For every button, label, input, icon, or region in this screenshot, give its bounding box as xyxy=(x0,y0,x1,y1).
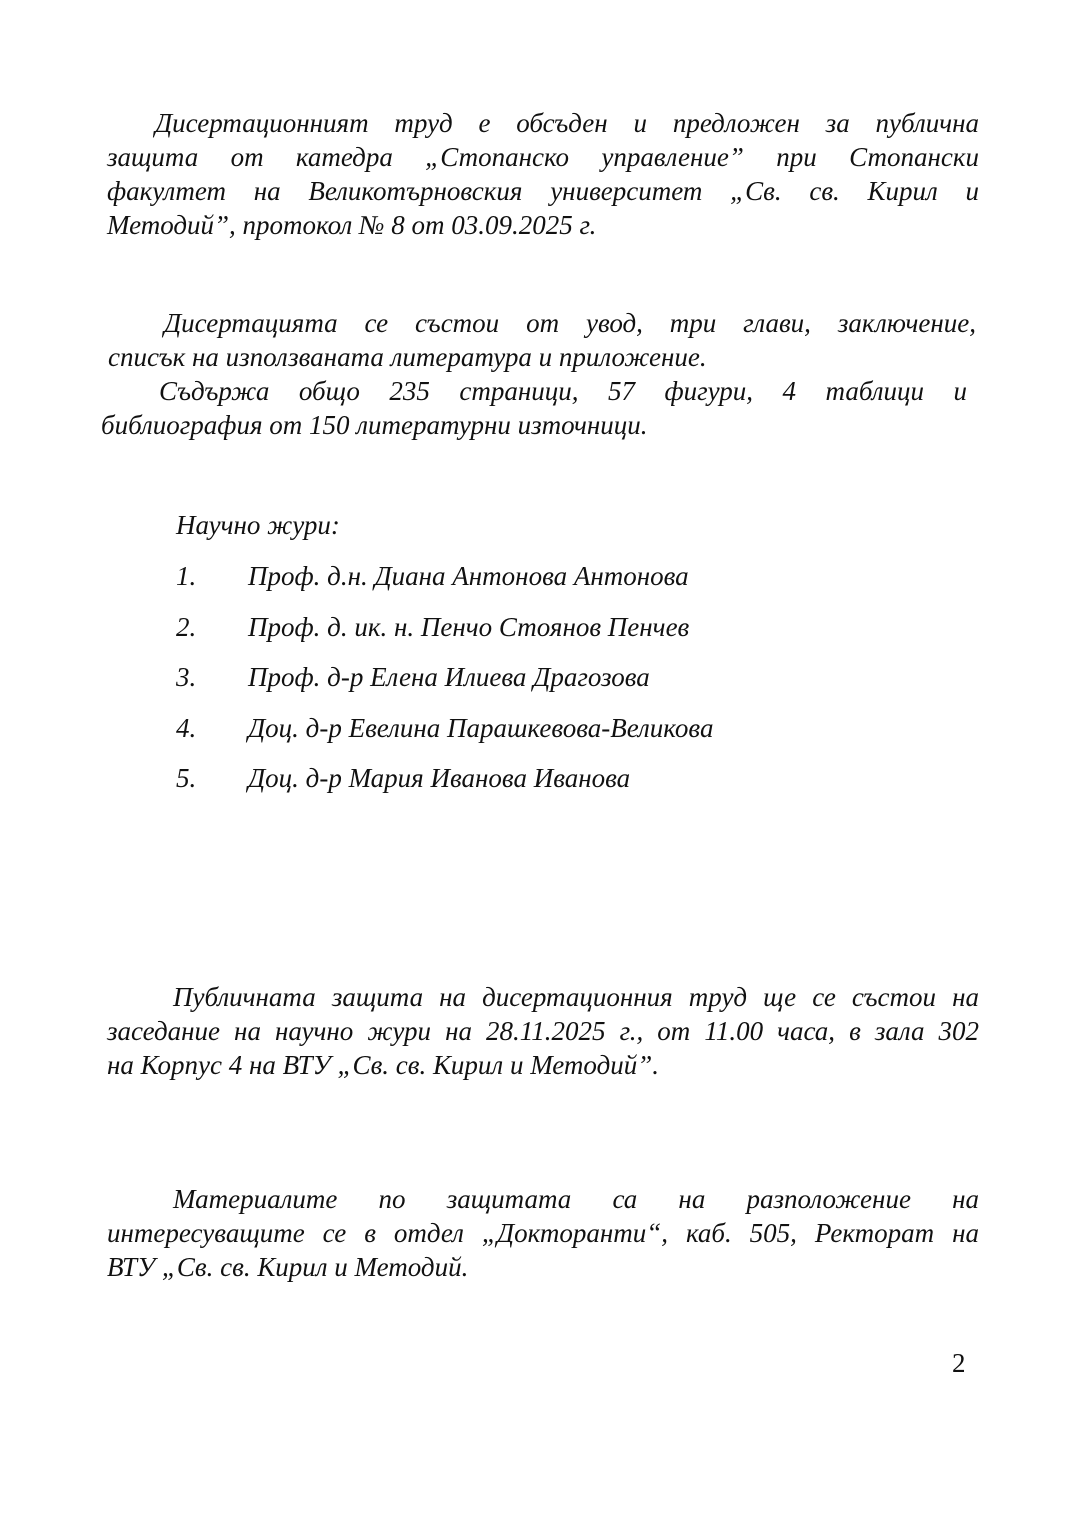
approval-line-1: Дисертационният труд е обсъден и предложен за публична xyxy=(155,108,979,138)
jury-heading: Научно жури: xyxy=(176,510,340,540)
materials-line-3: ВТУ „Св. св. Кирил и Методий. xyxy=(107,1252,469,1282)
jury-member xyxy=(176,710,713,761)
structure-line-2: списък на използваната литература и приложение. xyxy=(108,342,707,372)
jury-member-number: 2. xyxy=(176,611,197,642)
jury-member-number: 3. xyxy=(176,662,197,692)
contents-paragraph xyxy=(101,374,967,442)
materials-line-2: интересуващите се в отдел „Докторанти“, каб. 505, Ректорат на xyxy=(107,1218,979,1248)
jury-member-name: Доц. д-р Евелина Парашкевова-Великова xyxy=(248,712,714,743)
contents-line-1: Съдържа общо 235 страници, 57 фигури, 4 таблици и xyxy=(159,376,967,406)
defense-line-2: заседание на научно жури на 28.11.2025 г., от 11.00 часа, в зала 302 xyxy=(107,1016,979,1046)
jury-member-name: Проф. д.н. Диана Антонова Антонова xyxy=(248,561,689,591)
approval-line-4: Методий”, протокол № 8 от 03.09.2025 г. xyxy=(107,210,597,240)
materials-line-1: Материалите по защитата са на разположение на xyxy=(173,1184,979,1214)
approval-line-2: защита от катедра „Стопанско управление” при Стопански xyxy=(107,142,979,172)
jury-member-number: 4. xyxy=(176,712,197,743)
jury-member-name: Доц. д-р Мария Иванова Иванова xyxy=(248,763,631,793)
defense-paragraph xyxy=(107,980,979,1082)
jury-member-name: Проф. д. ик. н. Пенчо Стоянов Пенчев xyxy=(248,611,690,642)
jury-member-name: Проф. д-р Елена Илиева Драгозова xyxy=(248,662,650,692)
jury-member-number: 5. xyxy=(176,763,197,793)
jury-member xyxy=(176,558,713,609)
jury-member xyxy=(176,760,713,811)
defense-line-3: на Корпус 4 на ВТУ „Св. св. Кирил и Методий”. xyxy=(107,1050,659,1080)
page-number: 2 xyxy=(952,1348,966,1378)
defense-line-1: Публичната защита на дисертационния труд ще се състои на xyxy=(173,982,979,1012)
jury-member-number: 1. xyxy=(176,561,197,591)
jury-member xyxy=(176,609,713,660)
structure-paragraph xyxy=(108,306,976,374)
approval-paragraph xyxy=(107,106,979,242)
contents-line-2: библиография от 150 литературни източници. xyxy=(101,410,648,440)
materials-paragraph xyxy=(107,1182,979,1284)
jury-list xyxy=(176,558,713,811)
approval-line-3: факултет на Великотърновския университет „Св. св. Кирил и xyxy=(107,176,979,206)
jury-member xyxy=(176,659,713,710)
structure-line-1: Дисертацията се състои от увод, три глави, заключение, xyxy=(164,308,976,338)
